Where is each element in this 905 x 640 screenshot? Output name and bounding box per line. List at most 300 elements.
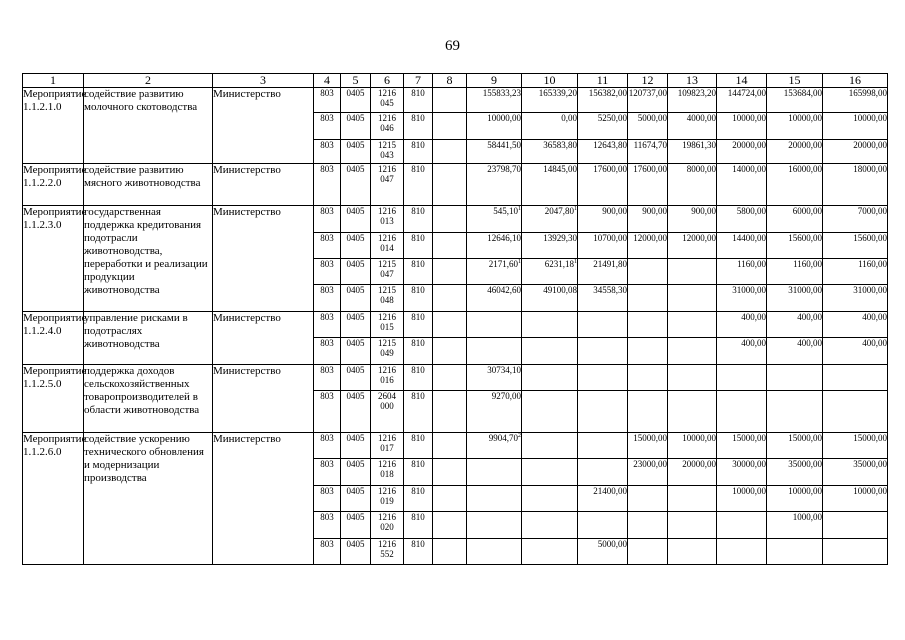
amount-cell-col-16 [823,433,888,459]
amount-cell-col-9 [467,365,522,391]
section-code: 0405 [341,285,371,312]
amount-cell-col-14 [717,113,767,140]
amount-value: 10000,00 [788,113,822,123]
amount-cell-col-11 [578,88,628,113]
column-header-7: 7 [404,74,433,88]
expense-type-code: 810 [404,486,433,512]
section-code: 0405 [341,259,371,285]
amount-value: 6000,00 [792,206,822,216]
amount-cell-col-12 [628,459,668,486]
amount-cell-col-15 [767,233,823,259]
amount-value: 400,00 [862,312,887,322]
measure-description: управление рисками в подотраслях животноводства [84,312,213,365]
amount-value: 12643,80 [593,140,627,150]
amount-cell-col-9 [467,312,522,338]
amount-cell-col-16 [823,312,888,338]
amount-value: 156382,00 [588,88,627,98]
amount-cell-col-16 [823,113,888,140]
amount-cell-col-10 [522,312,578,338]
amount-value: 31000,00 [853,285,887,295]
amount-cell-col-9 [467,259,522,285]
expense-type-code: 810 [404,233,433,259]
amount-value: 5000,00 [597,539,627,549]
measure-description: поддержка доходов сельскохозяйственных товаропроизводителей в области животноводства [84,365,213,433]
amount-cell-col-14 [717,206,767,233]
amount-value: 10700,00 [593,233,627,243]
amount-cell-col-10 [522,433,578,459]
expense-type-code: 810 [404,338,433,365]
amount-cell-col-15 [767,539,823,565]
amount-cell-col-10 [522,164,578,206]
amount-value: 15000,00 [788,433,822,443]
amount-cell-col-13 [668,459,717,486]
expense-type-code: 810 [404,433,433,459]
amount-value: 31000,00 [788,285,822,295]
grbs-code: 803 [314,338,341,365]
measure-description: содействие развитию мясного животноводства [84,164,213,206]
amount-cell-col-12 [628,113,668,140]
measure-name: Мероприятие 1.1.2.6.0 [23,433,84,565]
expense-type-code: 810 [404,206,433,233]
amount-cell-col-12 [628,365,668,391]
expense-type-code: 810 [404,539,433,565]
grbs-code: 803 [314,259,341,285]
amount-value: 15000,00 [853,433,887,443]
column-header-11: 11 [578,74,628,88]
amount-value: 12000,00 [633,233,667,243]
amount-cell-col-11 [578,206,628,233]
expense-type-code: 810 [404,459,433,486]
amount-cell-col-10 [522,539,578,565]
section-code: 0405 [341,459,371,486]
amount-cell-col-14 [717,312,767,338]
section-code: 0405 [341,312,371,338]
expense-type-code: 810 [404,285,433,312]
section-code: 0405 [341,433,371,459]
amount-cell-col-15 [767,140,823,164]
amount-value: 400,00 [741,312,766,322]
amount-cell-col-9 [467,206,522,233]
grbs-code: 803 [314,433,341,459]
amount-cell-col-8 [433,365,467,391]
amount-cell-col-16 [823,140,888,164]
table-row [23,88,888,113]
section-code: 0405 [341,140,371,164]
amount-value: 19861,30 [682,140,716,150]
amount-cell-col-15 [767,512,823,539]
amount-cell-col-12 [628,391,668,433]
amount-cell-col-10 [522,285,578,312]
amount-value: 155833,23 [482,88,521,98]
amount-cell-col-12 [628,338,668,365]
amount-cell-col-8 [433,338,467,365]
amount-cell-col-10 [522,206,578,233]
amount-cell-col-15 [767,259,823,285]
amount-cell-col-12 [628,206,668,233]
amount-cell-col-8 [433,539,467,565]
measure-name: Мероприятие 1.1.2.2.0 [23,164,84,206]
amount-value: 8000,00 [686,164,716,174]
amount-cell-col-13 [668,113,717,140]
amount-cell-col-12 [628,539,668,565]
target-item-code: 1215 047 [371,259,404,285]
amount-cell-col-9 [467,233,522,259]
amount-value: 900,00 [602,206,627,216]
amount-value: 30000,00 [732,459,766,469]
amount-cell-col-12 [628,88,668,113]
amount-cell-col-8 [433,512,467,539]
amount-cell-col-15 [767,391,823,433]
amount-cell-col-8 [433,88,467,113]
responsible-executor: Министерство [213,433,314,565]
amount-cell-col-10 [522,486,578,512]
amount-cell-col-9 [467,338,522,365]
amount-value: 16000,00 [788,164,822,174]
amount-cell-col-9 [467,391,522,433]
amount-value: 36583,80 [543,140,577,150]
amount-value: 15600,00 [853,233,887,243]
amount-value: 46042,60 [487,285,521,295]
amount-cell-col-10 [522,512,578,539]
amount-value: 10000,00 [682,433,716,443]
amount-cell-col-13 [668,233,717,259]
amount-cell-col-14 [717,391,767,433]
amount-cell-col-11 [578,164,628,206]
amount-cell-col-15 [767,365,823,391]
grbs-code: 803 [314,285,341,312]
amount-value: 11674,70 [633,140,667,150]
column-header-1: 1 [23,74,84,88]
column-header-9: 9 [467,74,522,88]
amount-cell-col-9 [467,88,522,113]
amount-cell-col-15 [767,206,823,233]
amount-cell-col-10 [522,88,578,113]
amount-cell-col-8 [433,259,467,285]
amount-cell-col-13 [668,206,717,233]
amount-cell-col-8 [433,233,467,259]
amount-value: 21400,00 [593,486,627,496]
column-header-3: 3 [213,74,314,88]
amount-value: 0,00 [561,113,577,123]
amount-value: 900,00 [642,206,667,216]
amount-value: 9270,00 [491,391,521,401]
target-item-code: 1215 048 [371,285,404,312]
amount-cell-col-14 [717,285,767,312]
amount-cell-col-8 [433,164,467,206]
amount-cell-col-12 [628,259,668,285]
amount-value: 31000,00 [732,285,766,295]
amount-value: 1000,00 [792,512,822,522]
amount-value: 12646,10 [487,233,521,243]
expense-type-code: 810 [404,312,433,338]
amount-value: 20000,00 [682,459,716,469]
footnote-marker: 1 [518,259,521,265]
amount-cell-col-9 [467,285,522,312]
target-item-code: 1216 045 [371,88,404,113]
amount-value: 400,00 [797,338,822,348]
column-header-14: 14 [717,74,767,88]
grbs-code: 803 [314,164,341,206]
amount-value: 10000,00 [732,113,766,123]
grbs-code: 803 [314,233,341,259]
amount-cell-col-13 [668,259,717,285]
amount-value: 900,00 [691,206,716,216]
target-item-code: 1216 014 [371,233,404,259]
amount-cell-col-10 [522,459,578,486]
amount-cell-col-11 [578,365,628,391]
amount-cell-col-13 [668,365,717,391]
section-code: 0405 [341,206,371,233]
amount-cell-col-10 [522,113,578,140]
amount-cell-col-16 [823,233,888,259]
expense-type-code: 810 [404,391,433,433]
measure-description: содействие развитию молочного скотоводства [84,88,213,164]
amount-value: 165998,00 [848,88,887,98]
footnote-marker: 1 [518,206,521,212]
amount-cell-col-15 [767,113,823,140]
amount-cell-col-11 [578,285,628,312]
amount-cell-col-11 [578,512,628,539]
amount-cell-col-8 [433,486,467,512]
amount-cell-col-9 [467,433,522,459]
amount-cell-col-16 [823,259,888,285]
amount-cell-col-8 [433,312,467,338]
column-header-5: 5 [341,74,371,88]
amount-value: 10000,00 [853,486,887,496]
amount-cell-col-11 [578,539,628,565]
grbs-code: 803 [314,539,341,565]
column-header-13: 13 [668,74,717,88]
amount-cell-col-14 [717,539,767,565]
column-header-10: 10 [522,74,578,88]
amount-value: 5000,00 [637,113,667,123]
amount-cell-col-12 [628,486,668,512]
amount-cell-col-15 [767,459,823,486]
target-item-code: 1215 049 [371,338,404,365]
amount-cell-col-15 [767,312,823,338]
grbs-code: 803 [314,140,341,164]
amount-cell-col-13 [668,312,717,338]
amount-cell-col-15 [767,285,823,312]
responsible-executor: Министерство [213,365,314,433]
amount-value: 4000,00 [686,113,716,123]
section-code: 0405 [341,113,371,140]
amount-cell-col-14 [717,486,767,512]
amount-cell-col-16 [823,486,888,512]
target-item-code: 1215 043 [371,140,404,164]
amount-cell-col-14 [717,140,767,164]
amount-value: 5250,00 [597,113,627,123]
column-header-2: 2 [84,74,213,88]
amount-value: 13929,30 [543,233,577,243]
section-code: 0405 [341,391,371,433]
amount-cell-col-10 [522,338,578,365]
grbs-code: 803 [314,113,341,140]
grbs-code: 803 [314,206,341,233]
amount-cell-col-8 [433,459,467,486]
amount-cell-col-12 [628,312,668,338]
amount-value: 10000,00 [788,486,822,496]
header-row [23,74,888,88]
amount-cell-col-11 [578,259,628,285]
amount-value: 23000,00 [633,459,667,469]
section-code: 0405 [341,164,371,206]
amount-cell-col-11 [578,391,628,433]
footnote-marker: 1 [574,259,577,265]
grbs-code: 803 [314,459,341,486]
amount-cell-col-14 [717,512,767,539]
amount-value: 15000,00 [732,433,766,443]
amount-value: 7000,00 [857,206,887,216]
expense-type-code: 810 [404,113,433,140]
section-code: 0405 [341,365,371,391]
amount-cell-col-15 [767,164,823,206]
amount-cell-col-16 [823,365,888,391]
amount-cell-col-12 [628,433,668,459]
amount-value: 15000,00 [633,433,667,443]
amount-cell-col-16 [823,164,888,206]
target-item-code: 2604 000 [371,391,404,433]
responsible-executor: Министерство [213,164,314,206]
amount-value: 400,00 [741,338,766,348]
amount-value: 165339,20 [538,88,577,98]
amount-value: 34558,30 [593,285,627,295]
amount-cell-col-11 [578,140,628,164]
amount-value: 15600,00 [788,233,822,243]
column-header-4: 4 [314,74,341,88]
amount-cell-col-15 [767,433,823,459]
measure-name: Мероприятие 1.1.2.5.0 [23,365,84,433]
amount-cell-col-13 [668,512,717,539]
measure-name: Мероприятие 1.1.2.4.0 [23,312,84,365]
amount-cell-col-11 [578,459,628,486]
amount-value: 5800,00 [736,206,766,216]
amount-value: 2047,80 [544,206,574,216]
expense-type-code: 810 [404,164,433,206]
amount-cell-col-16 [823,285,888,312]
amount-cell-col-8 [433,113,467,140]
amount-value: 10000,00 [853,113,887,123]
column-header-12: 12 [628,74,668,88]
amount-value: 545,10 [493,206,518,216]
amount-cell-col-13 [668,391,717,433]
amount-cell-col-10 [522,391,578,433]
amount-cell-col-10 [522,140,578,164]
amount-value: 21491,80 [593,259,627,269]
grbs-code: 803 [314,88,341,113]
target-item-code: 1216 047 [371,164,404,206]
amount-value: 35000,00 [788,459,822,469]
amount-cell-col-16 [823,539,888,565]
amount-value: 20000,00 [788,140,822,150]
amount-cell-col-9 [467,140,522,164]
grbs-code: 803 [314,365,341,391]
column-header-8: 8 [433,74,467,88]
amount-cell-col-16 [823,338,888,365]
section-code: 0405 [341,539,371,565]
grbs-code: 803 [314,512,341,539]
amount-cell-col-9 [467,113,522,140]
table-row [23,433,888,459]
amount-value: 1160,00 [737,259,766,269]
expense-type-code: 810 [404,88,433,113]
amount-value: 14000,00 [732,164,766,174]
amount-cell-col-9 [467,459,522,486]
amount-cell-col-11 [578,486,628,512]
target-item-code: 1216 013 [371,206,404,233]
amount-value: 14400,00 [732,233,766,243]
measure-name: Мероприятие 1.1.2.3.0 [23,206,84,312]
amount-value: 14845,00 [543,164,577,174]
amount-value: 109823,20 [677,88,716,98]
amount-cell-col-8 [433,285,467,312]
amount-value: 1160,00 [858,259,887,269]
table-row [23,206,888,233]
target-item-code: 1216 046 [371,113,404,140]
amount-cell-col-12 [628,140,668,164]
section-code: 0405 [341,486,371,512]
footnote-marker: 1 [574,206,577,212]
responsible-executor: Министерство [213,312,314,365]
amount-cell-col-14 [717,459,767,486]
section-code: 0405 [341,88,371,113]
amount-cell-col-9 [467,164,522,206]
amount-cell-col-14 [717,365,767,391]
amount-cell-col-8 [433,433,467,459]
amount-value: 9904,70 [488,433,518,443]
target-item-code: 1216 018 [371,459,404,486]
grbs-code: 803 [314,486,341,512]
amount-cell-col-12 [628,233,668,259]
amount-cell-col-13 [668,338,717,365]
amount-value: 400,00 [797,312,822,322]
amount-cell-col-14 [717,164,767,206]
amount-cell-col-9 [467,486,522,512]
amount-cell-col-8 [433,140,467,164]
amount-cell-col-14 [717,233,767,259]
target-item-code: 1216 020 [371,512,404,539]
measure-name: Мероприятие 1.1.2.1.0 [23,88,84,164]
amount-cell-col-11 [578,233,628,259]
amount-value: 20000,00 [732,140,766,150]
responsible-executor: Министерство [213,206,314,312]
target-item-code: 1216 552 [371,539,404,565]
column-header-6: 6 [371,74,404,88]
target-item-code: 1216 017 [371,433,404,459]
amount-value: 12000,00 [682,233,716,243]
amount-value: 120737,00 [628,88,667,98]
column-header-15: 15 [767,74,823,88]
amount-cell-col-16 [823,512,888,539]
expense-type-code: 810 [404,259,433,285]
amount-value: 20000,00 [853,140,887,150]
table-row [23,365,888,391]
amount-value: 23798,70 [487,164,521,174]
amount-cell-col-11 [578,338,628,365]
amount-cell-col-9 [467,512,522,539]
amount-cell-col-14 [717,88,767,113]
amount-cell-col-13 [668,140,717,164]
amount-value: 2171,60 [488,259,518,269]
amount-value: 6231,18 [544,259,574,269]
grbs-code: 803 [314,312,341,338]
amount-value: 18000,00 [853,164,887,174]
target-item-code: 1216 015 [371,312,404,338]
amount-value: 10000,00 [732,486,766,496]
expense-type-code: 810 [404,140,433,164]
target-item-code: 1216 016 [371,365,404,391]
measure-description: государственная поддержка кредитования подотрасли животноводства, переработки и реализации продукции животноводства [84,206,213,312]
